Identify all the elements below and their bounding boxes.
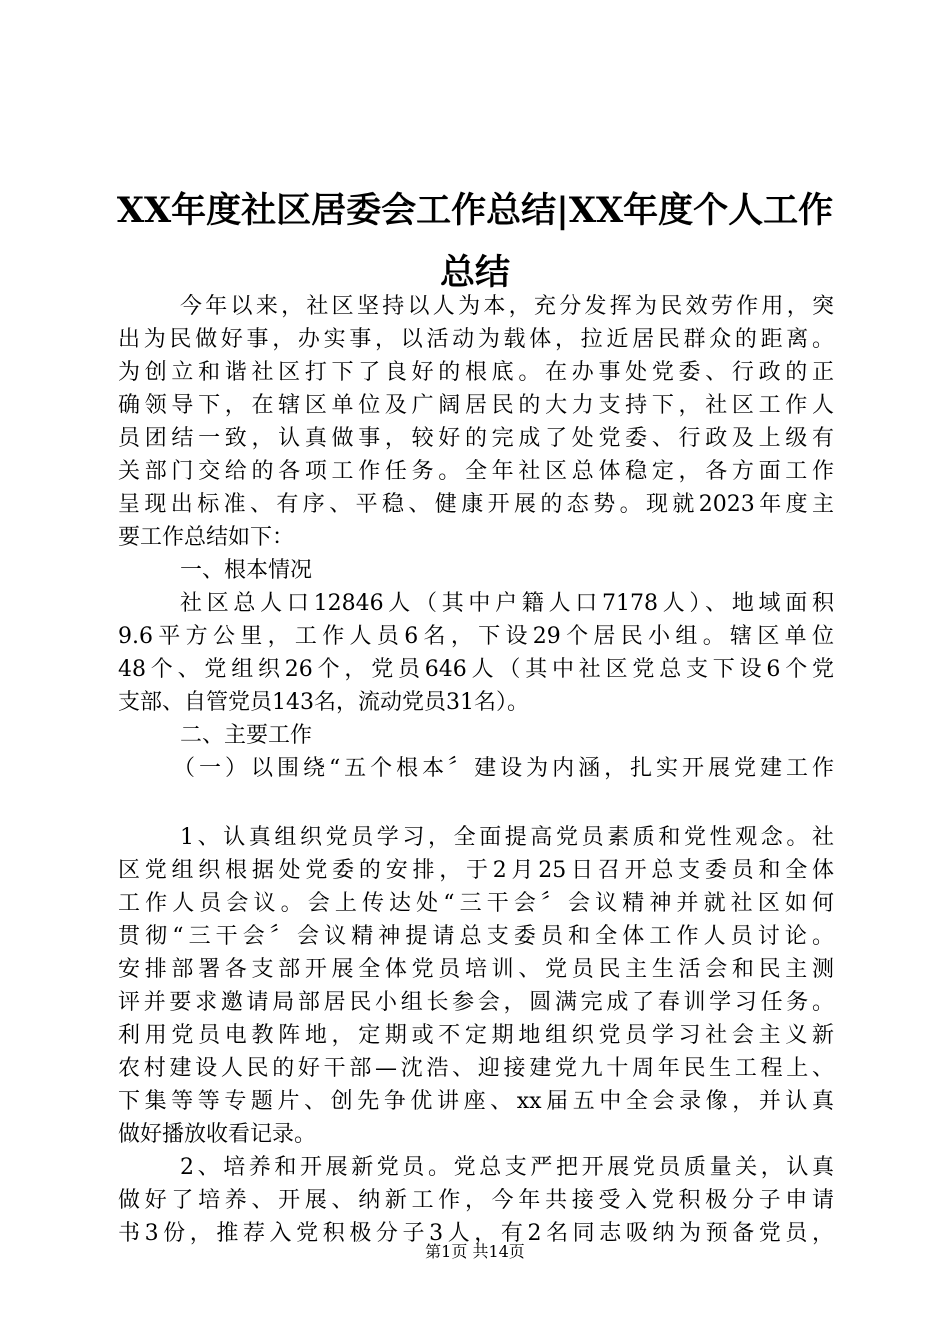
- text-line: 贯彻“三干会〞会议精神提请总支委员和全体工作人员讨论。: [118, 924, 834, 949]
- text-line: 做好了培养、开展、纳新工作，今年共接受入党积极分子申请: [118, 1188, 834, 1213]
- text-line: 要工作总结如下：: [118, 525, 295, 550]
- text-line: 为创立和谐社区打下了良好的根底。在办事处党委、行政的正: [118, 360, 834, 385]
- sub-heading-party-building: （一）以围绕“五个根本〞建设为内涵，扎实开展党建工作: [173, 756, 834, 781]
- text-line: 今年以来，社区坚持以人为本，充分发挥为民效劳作用，突: [180, 294, 834, 319]
- page-number: 第1页 共14页: [425, 1242, 525, 1261]
- title-line-2: 总结: [439, 252, 510, 293]
- text-line: 安排部署各支部开展全体党员培训、党员民主生活会和民主测: [118, 957, 834, 982]
- text-line: 48个、党组织26个，党员646人（其中社区党总支下设6个党: [118, 657, 834, 682]
- paragraph-new-members: [118, 1151, 834, 1250]
- text-line: 关部门交给的各项工作任务。全年社区总体稳定，各方面工作: [118, 459, 834, 484]
- text-line: 书3份，推荐入党积极分子3人，有2名同志吸纳为预备党员，: [118, 1221, 834, 1246]
- text-line: 员团结一致，认真做事，较好的完成了处党委、行政及上级有: [118, 426, 834, 451]
- paragraph-intro: [118, 290, 834, 554]
- text-line: 确领导下，在辖区单位及广阔居民的大力支持下，社区工作人: [118, 393, 834, 418]
- document-body: [118, 290, 834, 1250]
- text-line: 出为民做好事，办实事，以活动为载体，拉近居民群众的距离。: [118, 327, 834, 352]
- paragraph-basic-info: [118, 587, 834, 719]
- title-line-1: XX年度社区居委会工作总结|XX年度个人工作: [116, 190, 834, 231]
- blank-line: [118, 785, 834, 821]
- text-line: 农村建设人民的好干部—沈浩、迎接建党九十周年民生工程上、: [118, 1056, 834, 1081]
- section-heading-basic: 一、根本情况: [180, 558, 313, 583]
- text-line: 支部、自管党员143名，流动党员31名）。: [118, 690, 529, 715]
- text-line: 下集等等专题片、创先争优讲座、xx届五中全会录像，并认真: [118, 1089, 834, 1114]
- text-line: 做好播放收看记录。: [118, 1122, 317, 1147]
- text-line: 工作人员会议。会上传达处“三干会〞会议精神并就社区如何: [118, 891, 834, 916]
- paragraph-party-study: [118, 821, 834, 1151]
- text-line: 1、认真组织党员学习，全面提高党员素质和党性观念。社: [180, 825, 834, 850]
- text-line: 2、培养和开展新党员。党总支严把开展党员质量关，认真: [180, 1155, 834, 1180]
- text-line: 9.6平方公里，工作人员6名，下设29个居民小组。辖区单位: [118, 624, 834, 649]
- text-line: 呈现出标准、有序、平稳、健康开展的态势。现就2023年度主: [118, 492, 834, 517]
- text-line: 利用党员电教阵地，定期或不定期地组织党员学习社会主义新: [118, 1023, 834, 1048]
- text-line: 区党组织根据处党委的安排，于2月25日召开总支委员和全体: [118, 858, 834, 883]
- text-line: 社区总人口12846人（其中户籍人口7178人）、地域面积: [180, 591, 834, 616]
- section-heading-main-work: 二、主要工作: [180, 723, 313, 748]
- document-title: [110, 180, 840, 304]
- text-line: 评并要求邀请局部居民小组长参会，圆满完成了春训学习任务。: [118, 990, 834, 1015]
